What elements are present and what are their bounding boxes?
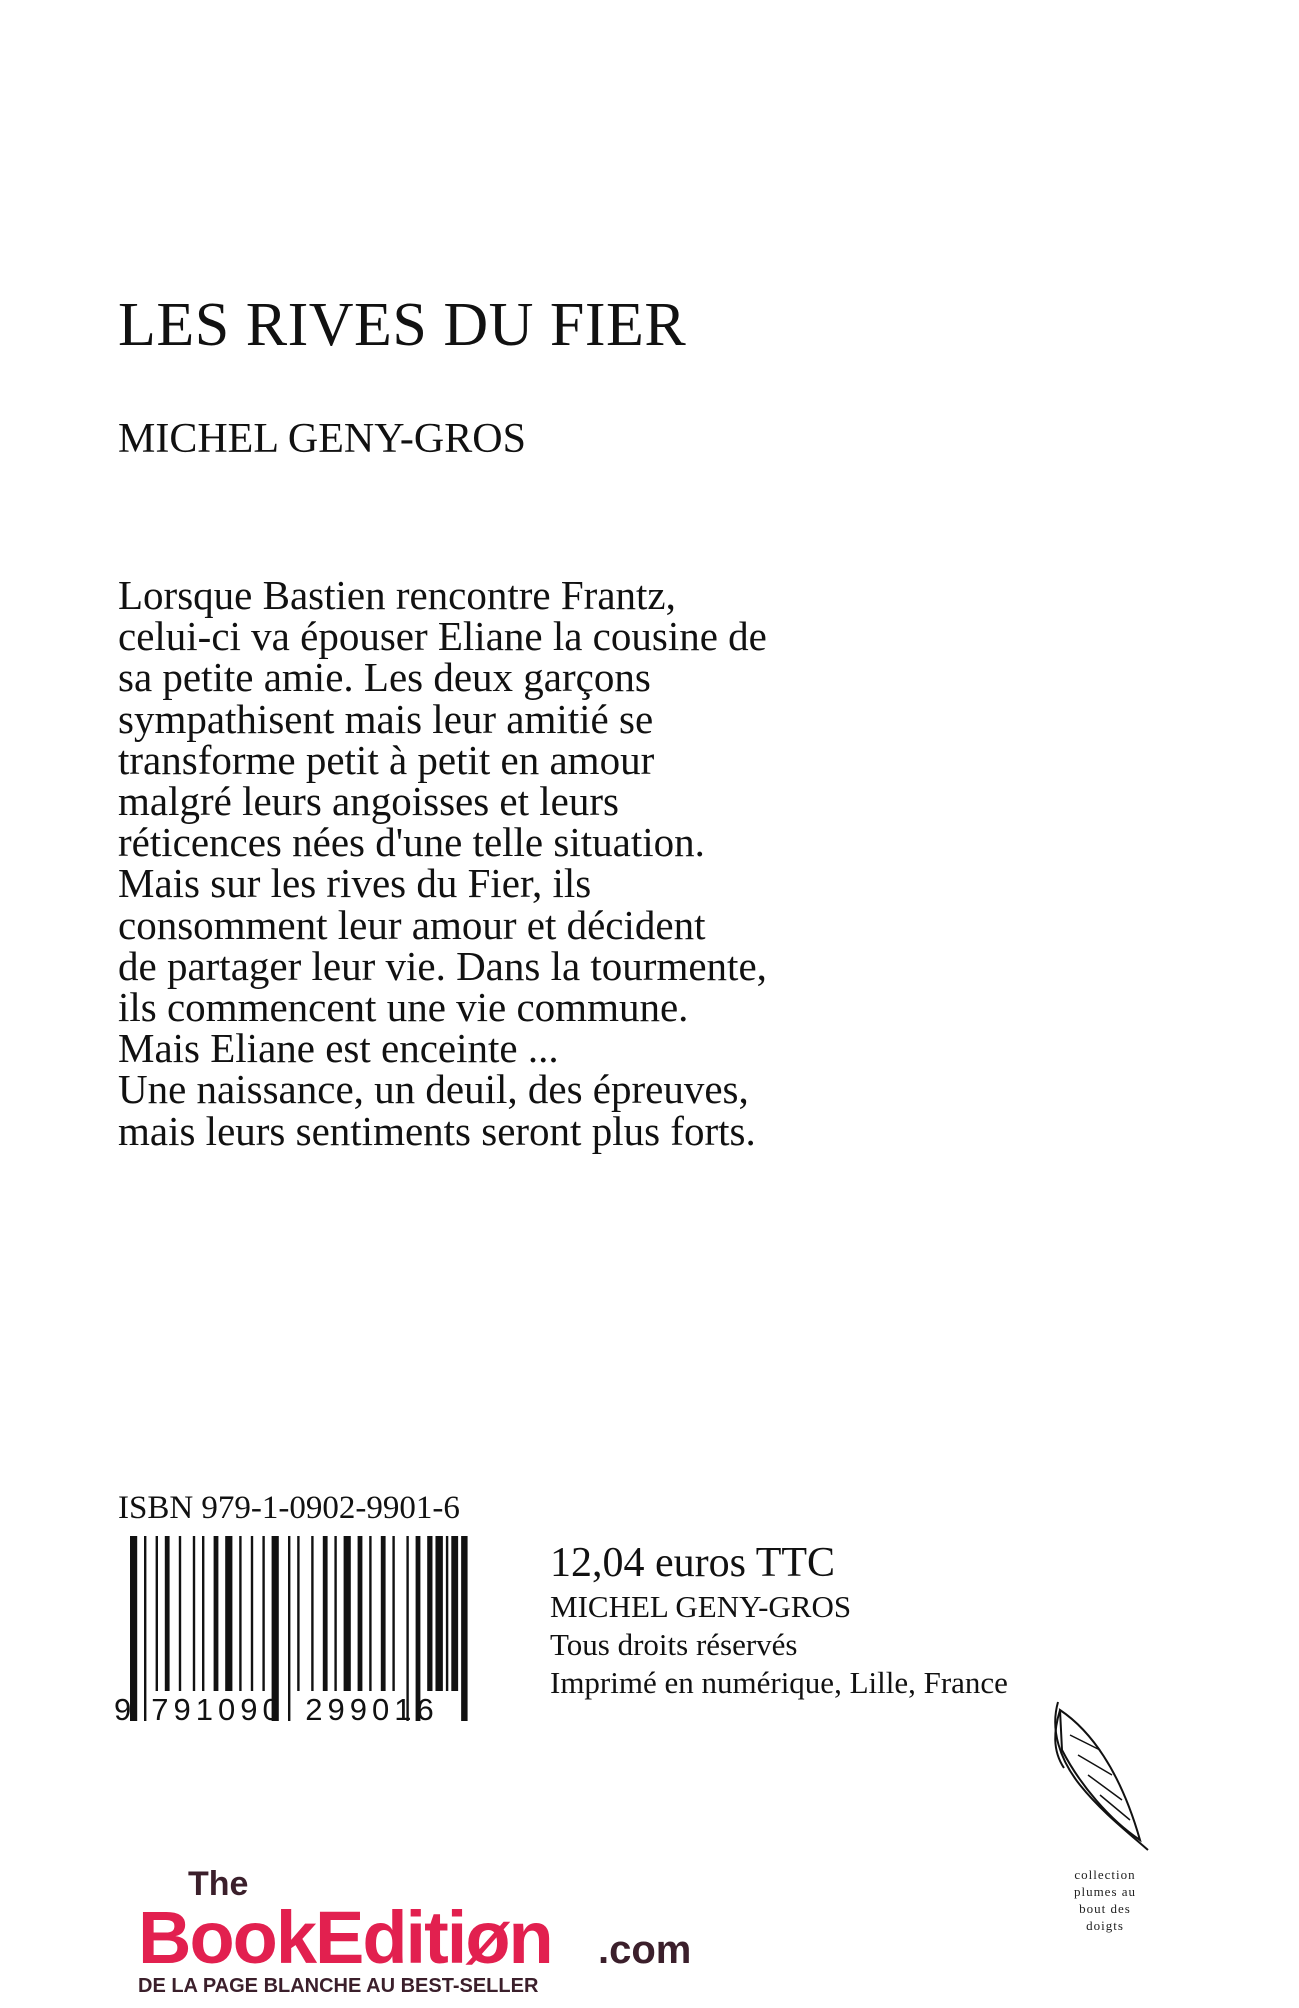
- blurb-line: sa petite amie. Les deux garçons: [118, 654, 651, 701]
- rights-notice: Tous droits réservés: [550, 1627, 798, 1662]
- collection-mark: [1030, 1690, 1180, 1990]
- collection-line: bout des: [1079, 1901, 1131, 1916]
- barcode-digit-group-right: 299016: [305, 1692, 439, 1727]
- logo-dotcom: .com: [598, 1928, 692, 1972]
- barcode-bar: [369, 1536, 371, 1691]
- barcode-bar: [165, 1536, 170, 1691]
- blurb-line: mais leurs sentiments seront plus forts.: [118, 1107, 756, 1154]
- blurb-line: de partager leur vie. Dans la tourmente,: [118, 942, 767, 989]
- logo-the: The: [188, 1865, 249, 1903]
- logo-tagline: DE LA PAGE BLANCHE AU BEST-SELLER: [138, 1975, 539, 1995]
- barcode-bar: [202, 1536, 204, 1691]
- printed-notice: Imprimé en numérique, Lille, France: [550, 1665, 1008, 1700]
- barcode-bar: [251, 1536, 253, 1691]
- barcode-bar: [239, 1536, 241, 1691]
- barcode-bar: [297, 1536, 299, 1691]
- barcode-bar: [214, 1536, 219, 1691]
- blurb-line: Mais sur les rives du Fier, ils: [118, 860, 592, 907]
- logo-edition: Editi: [315, 1896, 466, 1979]
- blurb-line: sympathisent mais leur amitié se: [118, 695, 654, 742]
- publisher-logo: [118, 1855, 718, 1995]
- barcode-bar: [451, 1536, 458, 1691]
- isbn-label: ISBN 979-1-0902-9901-6: [118, 1490, 460, 1526]
- logo-quill-o: ø: [465, 1896, 509, 1979]
- book-author: MICHEL GENY-GROS: [118, 416, 526, 462]
- barcode-bar: [435, 1536, 442, 1691]
- barcode-bar: [392, 1536, 394, 1691]
- logo-edition-n: n: [508, 1896, 552, 1979]
- back-cover-blurb: [118, 572, 1018, 1154]
- blurb-line: Lorsque Bastien rencontre Frantz,: [118, 572, 676, 618]
- barcode-bar: [334, 1536, 336, 1691]
- logo-wordmark: [138, 1896, 552, 1979]
- feather-icon: [1030, 1690, 1180, 1860]
- collection-label: [1030, 1866, 1180, 1934]
- barcode-digit-lead: 9: [114, 1692, 132, 1727]
- blurb-line: malgré leurs angoisses et leurs: [118, 778, 619, 825]
- barcode-digits: [112, 1690, 482, 1730]
- blurb-line: celui-ci va épouser Eliane la cousine de: [118, 613, 767, 660]
- barcode-digit-group-left: 791090: [151, 1692, 285, 1727]
- price-info-block: [550, 1538, 1008, 1702]
- barcode-bar: [179, 1536, 181, 1691]
- price: 12,04 euros TTC: [550, 1540, 836, 1586]
- barcode-bar: [311, 1536, 313, 1691]
- collection-line: collection: [1074, 1867, 1136, 1882]
- blurb-line: Une naissance, un deuil, des épreuves,: [118, 1066, 749, 1113]
- barcode-bar: [225, 1536, 232, 1691]
- collection-line: doigts: [1086, 1918, 1124, 1933]
- blurb-line: transforme petit à petit en amour: [118, 736, 655, 783]
- barcode-bar: [427, 1536, 432, 1691]
- book-title: LES RIVES DU FIER: [118, 291, 687, 359]
- barcode-bar: [344, 1536, 351, 1691]
- blurb-line: réticences nées d'une telle situation.: [118, 819, 705, 866]
- barcode-bar: [446, 1536, 448, 1691]
- info-author: MICHEL GENY-GROS: [550, 1589, 852, 1624]
- barcode-bar: [323, 1536, 328, 1691]
- barcode-bar: [358, 1536, 363, 1691]
- barcode-bar: [193, 1536, 195, 1691]
- blurb-line: ils commencent une vie commune.: [118, 984, 689, 1031]
- blurb-line: consomment leur amour et décident: [118, 901, 706, 948]
- collection-line: plumes au: [1073, 1884, 1137, 1899]
- barcode-bar: [381, 1536, 386, 1691]
- barcode-bar: [156, 1536, 158, 1691]
- blurb-line: Mais Eliane est enceinte ...: [118, 1025, 559, 1072]
- barcode-bar: [262, 1536, 264, 1691]
- logo-book: Book: [138, 1896, 315, 1979]
